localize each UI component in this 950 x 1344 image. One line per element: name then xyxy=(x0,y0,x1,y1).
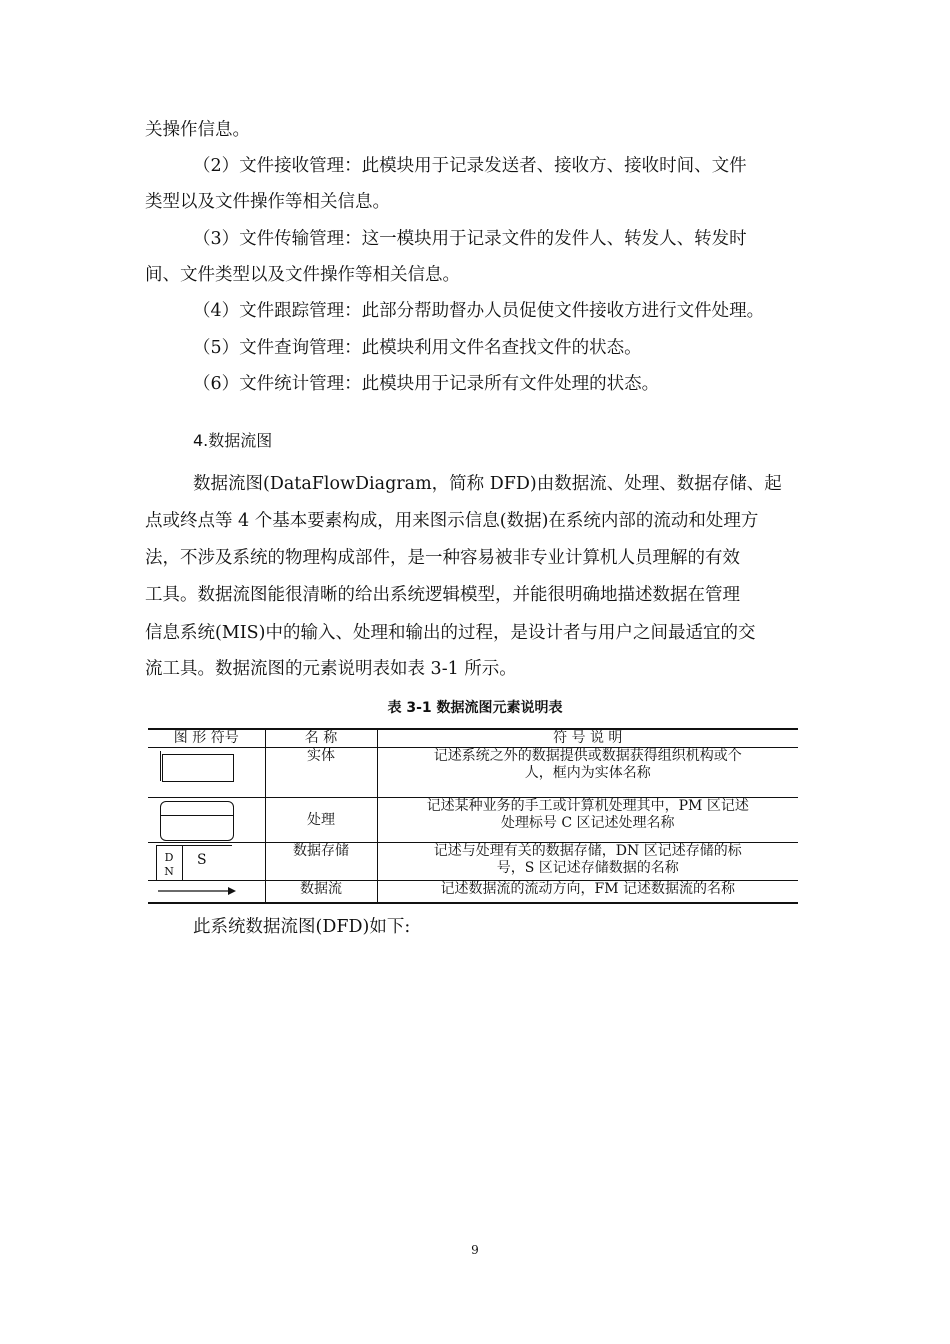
table-caption: 表 3-1 数据流图元素说明表 xyxy=(387,700,563,716)
paragraph-line: （3）文件传输管理：这一模块用于记录文件的发件人、转发人、转发时 xyxy=(193,229,747,249)
paragraph-line: 点或终点等 4 个基本要素构成，用来图示信息(数据)在系统内部的流动和处理方 xyxy=(145,511,759,531)
table-row xyxy=(148,748,798,798)
paragraph-line: 类型以及文件操作等相关信息。 xyxy=(145,192,390,212)
paragraph-line: （4）文件跟踪管理：此部分帮助督办人员促使文件接收方进行文件处理。 xyxy=(193,301,765,321)
page-number: 9 xyxy=(471,1243,479,1257)
store-dn-text: D N xyxy=(164,851,174,878)
paragraph-line: 间、文件类型以及文件操作等相关信息。 xyxy=(145,265,460,285)
closing-line: 此系统数据流图(DFD)如下: xyxy=(193,917,411,937)
header-name: 名 称 xyxy=(265,729,377,748)
element-name: 实体 xyxy=(265,748,377,798)
description-line: 记述系统之外的数据提供或数据获得组织机构或个 xyxy=(433,748,742,764)
store-symbol-cell xyxy=(148,843,265,881)
entity-symbol-cell xyxy=(148,748,265,798)
description-line: 记述与处理有关的数据存储，DN 区记述存储的标 xyxy=(433,843,742,859)
process-symbol-icon xyxy=(160,801,234,841)
flow-symbol-cell xyxy=(148,881,265,903)
element-name: 数据流 xyxy=(265,881,377,903)
element-description xyxy=(377,798,798,843)
element-description xyxy=(377,881,798,903)
description-line: 人，框内为实体名称 xyxy=(524,765,651,781)
store-s-label: S xyxy=(197,852,207,868)
element-description xyxy=(377,748,798,798)
element-name: 数据存储 xyxy=(265,843,377,881)
header-description: 符 号 说 明 xyxy=(377,729,798,748)
paragraph-line: 流工具。数据流图的元素说明表如表 3-1 所示。 xyxy=(145,659,517,679)
paragraph-line: 法，不涉及系统的物理构成部件，是一种容易被非专业计算机人员理解的有效 xyxy=(145,548,740,568)
entity-symbol-icon xyxy=(162,754,234,782)
element-description xyxy=(377,843,798,881)
table-row xyxy=(148,881,798,903)
table-header-row xyxy=(148,729,798,748)
description-line: 号，S 区记述存储数据的名称 xyxy=(496,860,679,876)
paragraph-line: （5）文件查询管理：此模块利用文件名查找文件的状态。 xyxy=(193,338,642,358)
paragraph-line: 数据流图(DataFlowDiagram，简称 DFD)由数据流、处理、数据存储、起 xyxy=(193,474,782,494)
store-dn-label xyxy=(160,851,178,879)
table-row xyxy=(148,798,798,843)
paragraph-line: （6）文件统计管理：此模块用于记录所有文件处理的状态。 xyxy=(193,374,660,394)
dfd-elements-table xyxy=(148,728,798,904)
element-name: 处理 xyxy=(265,798,377,843)
paragraph-line: 关操作信息。 xyxy=(145,120,250,140)
paragraph-line: 工具。数据流图能很清晰的给出系统逻辑模型，并能很明确地描述数据在管理 xyxy=(145,585,740,605)
data-store-symbol-icon xyxy=(156,845,232,881)
section-heading: 4.数据流图 xyxy=(193,431,273,450)
data-flow-arrow-icon xyxy=(158,887,236,895)
description-line: 记述某种业务的手工或计算机处理其中，PM 区记述 xyxy=(426,798,749,814)
process-symbol-cell xyxy=(148,798,265,843)
header-symbol: 图 形 符号 xyxy=(173,730,239,746)
paragraph-line: （2）文件接收管理：此模块用于记录发送者、接收方、接收时间、文件 xyxy=(193,156,747,176)
store-divider xyxy=(182,846,183,880)
table-row xyxy=(148,843,798,881)
paragraph-line: 信息系统(MIS)中的输入、处理和输出的过程，是设计者与用户之间最适宜的交 xyxy=(145,623,756,643)
description-line: 处理标号 C 区记述处理名称 xyxy=(500,815,675,831)
description-line: 记述数据流的流动方向，FM 记述数据流的名称 xyxy=(440,881,735,897)
